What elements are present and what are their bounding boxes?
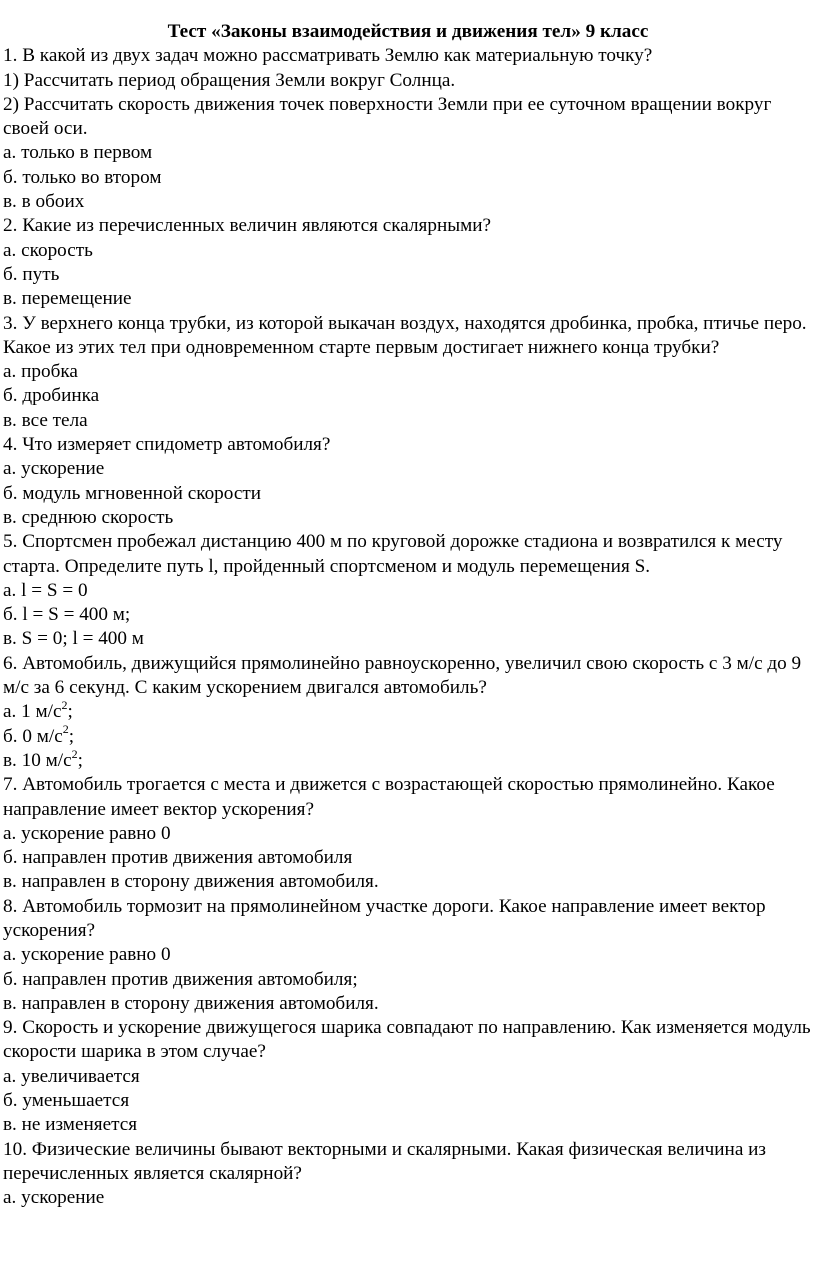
document-page — [3, 20, 813, 1211]
line-text: в. все тела — [3, 409, 88, 431]
line-text: б. путь — [3, 263, 60, 285]
line-text: б. направлен против движения автомобиля; — [3, 968, 358, 990]
answer-option — [3, 992, 813, 1016]
answer-option — [3, 627, 813, 651]
line-text: 2. Какие из перечисленных величин являются скалярными? — [3, 215, 492, 237]
answer-option — [3, 360, 813, 384]
line-text: 9. Скорость и ускорение движущегося шарика совпадают по направлению. Как изменяется модуль скорости шарика в этом случае? — [3, 1017, 811, 1063]
answer-option — [3, 239, 813, 263]
line-text: в. направлен в сторону движения автомобиля. — [3, 871, 379, 893]
line-text: б. дробинка — [3, 385, 100, 407]
line-text: 7. Автомобиль трогается с места и движется с возрастающей скоростью прямолинейно. Какое направление имеет вектор ускорения? — [3, 774, 775, 820]
answer-option — [3, 822, 813, 846]
line-text: а. l = S = 0 — [3, 579, 88, 601]
answer-option — [3, 457, 813, 481]
line-text: в. среднюю скорость — [3, 506, 174, 528]
answer-option — [3, 746, 813, 773]
answer-option — [3, 579, 813, 603]
line-text: б. направлен против движения автомобиля — [3, 847, 353, 869]
line-text: 4. Что измеряет спидометр автомобиля? — [3, 434, 331, 456]
line-text: 1. В какой из двух задач можно рассматривать Землю как материальную точку? — [3, 45, 653, 67]
answer-option — [3, 1089, 813, 1113]
answer-option — [3, 870, 813, 894]
line-text: 5. Спортсмен пробежал дистанцию 400 м по круговой дорожке стадиона и возвратился к месту старта. Определите путь l, пройденный спортсменом и модуль перемещения S. — [3, 531, 783, 577]
question-text — [3, 433, 813, 457]
line-text: 1) Рассчитать период обращения Земли вокруг Солнца. — [3, 69, 456, 91]
answer-option — [3, 697, 813, 724]
superscript-exponent: 2 — [71, 746, 78, 761]
question-text — [3, 312, 813, 361]
line-text: в. 10 м/с — [3, 749, 72, 771]
answer-option — [3, 943, 813, 967]
answer-option — [3, 166, 813, 190]
line-text: в. перемещение — [3, 288, 132, 310]
answer-option — [3, 1065, 813, 1089]
line-text: 3. У верхнего конца трубки, из которой выкачан воздух, находятся дробинка, пробка, птичье перо. Какое из этих тел при одновременном старте первым достигает нижнего конца трубки? — [3, 312, 807, 358]
line-text: б. 0 м/с — [3, 725, 63, 747]
answer-option — [3, 482, 813, 506]
line-suffix: ; — [77, 749, 83, 771]
question-text — [3, 44, 813, 68]
answer-option — [3, 141, 813, 165]
question-text — [3, 895, 813, 944]
answer-option — [3, 190, 813, 214]
document-title: Тест «Законы взаимодействия и движения тел» 9 класс — [167, 21, 649, 42]
line-text: 6. Автомобиль, движущийся прямолинейно равноускоренно, увеличил свою скорость с 3 м/с до 9 м/с за 6 секунд. С каким ускорением двигался автомобиль? — [3, 652, 802, 699]
line-text: б. модуль мгновенной скорости — [3, 482, 261, 504]
line-text: а. ускорение — [3, 458, 105, 480]
question-list — [3, 44, 813, 1210]
question-text — [3, 530, 813, 579]
line-text: а. только в первом — [3, 142, 153, 164]
question-text — [3, 773, 813, 822]
superscript-exponent: 2 — [62, 722, 69, 737]
answer-option — [3, 968, 813, 992]
line-text: б. уменьшается — [3, 1090, 130, 1112]
question-text — [3, 652, 813, 701]
line-text: в. не изменяется — [3, 1114, 138, 1136]
answer-option — [3, 846, 813, 870]
question-text — [3, 1016, 813, 1065]
answer-option — [3, 93, 813, 142]
line-suffix: ; — [67, 701, 73, 723]
line-text: а. пробка — [3, 361, 78, 383]
answer-option — [3, 722, 813, 749]
line-text: а. ускорение равно 0 — [3, 822, 171, 844]
line-text: б. l = S = 400 м; — [3, 604, 131, 626]
line-text: в. направлен в сторону движения автомобиля. — [3, 992, 379, 1014]
line-text: б. только во втором — [3, 166, 162, 188]
line-text: а. 1 м/с — [3, 701, 62, 723]
line-text: а. скорость — [3, 239, 93, 261]
question-text — [3, 214, 813, 238]
answer-option — [3, 409, 813, 433]
line-text: а. увеличивается — [3, 1065, 140, 1087]
answer-option — [3, 263, 813, 287]
answer-option — [3, 287, 813, 311]
superscript-exponent: 2 — [61, 697, 68, 712]
answer-option — [3, 1113, 813, 1137]
line-suffix: ; — [68, 725, 75, 747]
answer-option — [3, 384, 813, 408]
answer-option — [3, 1186, 813, 1210]
line-text: а. ускорение — [3, 1187, 105, 1209]
answer-option — [3, 506, 813, 530]
line-text: 8. Автомобиль тормозит на прямолинейном участке дороги. Какое направление имеет вектор ускорения? — [3, 895, 766, 941]
line-text: а. ускорение равно 0 — [3, 944, 171, 966]
answer-option — [3, 603, 813, 627]
line-text: в. S = 0; l = 400 м — [3, 628, 144, 650]
line-text: 2) Рассчитать скорость движения точек поверхности Земли при ее суточном вращении вокруг своей оси. — [3, 93, 772, 140]
question-text — [3, 1138, 813, 1187]
line-text: 10. Физические величины бывают векторными и скалярными. Какая физическая величина из перечисленных является скалярной? — [3, 1138, 766, 1184]
answer-option — [3, 69, 813, 93]
line-text: в. в обоих — [3, 191, 85, 213]
